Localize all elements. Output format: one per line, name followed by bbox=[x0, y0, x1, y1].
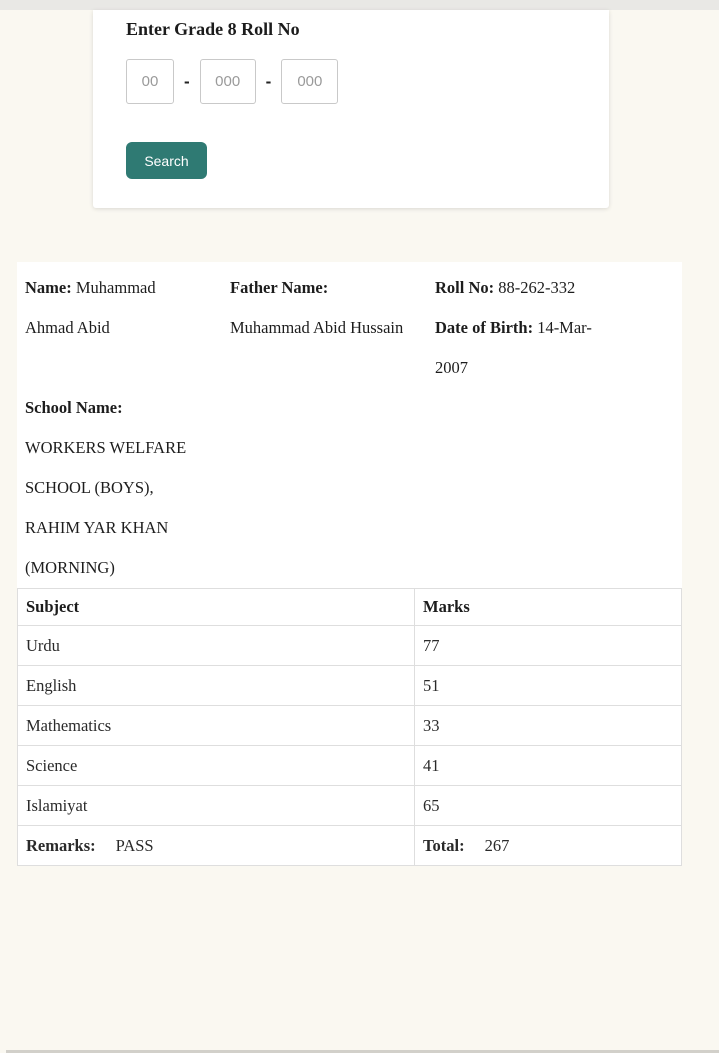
marks-table bbox=[17, 588, 682, 866]
marks-cell: 51 bbox=[415, 666, 682, 706]
dob-line bbox=[435, 308, 620, 388]
student-info-row bbox=[25, 268, 682, 388]
roll-no-label: Roll No: bbox=[435, 278, 495, 297]
dob-value: 14-Mar-2007 bbox=[435, 318, 592, 377]
marks-cell: 33 bbox=[415, 706, 682, 746]
father-name-label: Father Name: bbox=[230, 278, 329, 297]
roll-part-3-input[interactable] bbox=[281, 59, 338, 104]
dob-label: Date of Birth: bbox=[435, 318, 534, 337]
roll-no-line bbox=[435, 268, 620, 308]
table-footer-row bbox=[18, 826, 682, 866]
roll-part-2-input[interactable] bbox=[200, 59, 256, 104]
search-card bbox=[93, 10, 609, 208]
father-name-value: Muhammad Abid Hussain bbox=[230, 318, 404, 337]
total-cell bbox=[415, 826, 682, 866]
subject-cell: Mathematics bbox=[18, 706, 415, 746]
remarks-value: PASS bbox=[115, 835, 154, 855]
subject-cell: Urdu bbox=[18, 626, 415, 666]
marks-column-header: Marks bbox=[415, 589, 682, 626]
table-row bbox=[18, 746, 682, 786]
school-field bbox=[25, 388, 682, 588]
table-row bbox=[18, 666, 682, 706]
marks-cell: 41 bbox=[415, 746, 682, 786]
search-button[interactable]: Search bbox=[126, 142, 207, 179]
total-value: 267 bbox=[484, 835, 510, 855]
subject-column-header: Subject bbox=[18, 589, 415, 626]
table-row bbox=[18, 706, 682, 746]
marks-cell: 65 bbox=[415, 786, 682, 826]
roll-number-inputs bbox=[126, 59, 609, 104]
roll-separator-dash: - bbox=[265, 71, 272, 91]
table-row bbox=[18, 626, 682, 666]
student-name-value: Muhammad Ahmad Abid bbox=[25, 278, 156, 337]
marks-cell: 77 bbox=[415, 626, 682, 666]
top-strip bbox=[0, 0, 719, 10]
father-name-field bbox=[230, 268, 415, 388]
school-name-label: School Name: bbox=[25, 398, 123, 417]
result-card bbox=[17, 262, 682, 866]
roll-dob-field bbox=[435, 268, 620, 388]
remarks-label: Remarks: bbox=[26, 835, 96, 855]
student-name-field bbox=[25, 268, 205, 388]
roll-separator-dash: - bbox=[184, 71, 190, 91]
remarks-cell bbox=[18, 826, 415, 866]
subject-cell: English bbox=[18, 666, 415, 706]
roll-no-value: 88-262-332 bbox=[498, 278, 576, 297]
marks-table-header-row bbox=[18, 589, 682, 626]
roll-part-1-input[interactable] bbox=[126, 59, 174, 104]
table-row bbox=[18, 786, 682, 826]
school-name-value: WORKERS WELFARE SCHOOL (BOYS), RAHIM YAR KHAN (MORNING) bbox=[25, 438, 187, 577]
subject-cell: Science bbox=[18, 746, 415, 786]
subject-cell: Islamiyat bbox=[18, 786, 415, 826]
student-name-label: Name: bbox=[25, 278, 72, 297]
total-label: Total: bbox=[423, 835, 465, 855]
student-info bbox=[17, 268, 682, 588]
search-heading: Enter Grade 8 Roll No bbox=[126, 19, 300, 39]
